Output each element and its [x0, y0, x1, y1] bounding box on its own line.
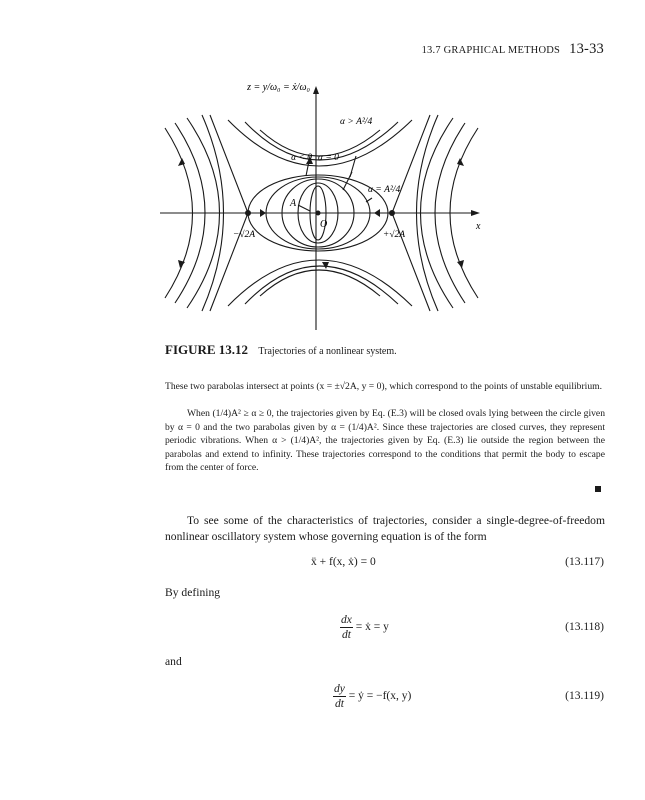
flow-arrow-icon — [260, 209, 266, 217]
origin-point-icon — [316, 211, 321, 216]
axis-label-x: x — [476, 221, 481, 232]
phase-plane-diagram — [160, 80, 490, 342]
flow-arrow-icon — [457, 158, 464, 166]
paragraph-trajectories: When (1/4)A² ≥ α ≥ 0, the trajectories given by Eq. (E.3) will be closed ovals lying between the circle given by α = 0 and the two parabolas given by α = (1/4)A². Since these trajectories are closed curves, they represent periodic vibrations. When α > (1/4)A², the trajectories given by Eq. (E.3) lie outside the region between the parabolas and extend to infinity. These trajectories correspond to the conditions that permit the body to escape from the center of force. — [165, 408, 605, 473]
section-title: 13.7 GRAPHICAL METHODS — [421, 45, 561, 56]
equation-rhs: = ẋ = y — [355, 621, 389, 634]
text-and: and — [165, 655, 182, 668]
z-axis-arrow-icon — [313, 86, 319, 94]
fraction-dx-dt — [340, 613, 353, 642]
fraction-numerator: dx — [341, 614, 352, 626]
label-A: A — [290, 198, 297, 209]
equation-number-13-119: (13.119) — [565, 690, 604, 702]
label-alpha-lt: α < 0 — [291, 153, 312, 163]
label-origin: O — [320, 219, 328, 230]
trajectory-bottom-2 — [228, 260, 412, 306]
label-alpha-eq: α = A²/4 — [368, 185, 401, 195]
figure-caption — [165, 342, 397, 358]
label-alpha-gt: α > A²/4 — [340, 117, 373, 127]
label-pos-root: +√2A — [382, 230, 406, 240]
leader-alpha-zero — [350, 156, 356, 177]
trajectory-bottom-3 — [260, 270, 380, 296]
equation-13-118 — [340, 613, 389, 642]
fraction-numerator: dy — [334, 683, 345, 695]
equation-number-13-118: (13.118) — [565, 621, 604, 633]
figure-number: FIGURE 13.12 — [165, 342, 249, 357]
equation-rhs: = ẏ = −f(x, y) — [348, 690, 412, 703]
flow-arrow-icon — [457, 260, 464, 268]
trajectory-bottom-1 — [245, 266, 398, 304]
end-of-example-mark — [595, 486, 601, 492]
leader-A — [298, 205, 310, 211]
paragraph-intersection: These two parabolas intersect at points (x = ±√2A, y = 0), which correspond to the points of unstable equilibrium. — [165, 381, 602, 392]
fraction-denominator: dt — [334, 698, 344, 710]
axis-label-z: z = y/ω₀ = ẋ/ω₀ — [247, 82, 310, 93]
equation-13-119 — [333, 682, 411, 711]
equation-13-117: ẍ + f(x, ẋ) = 0 — [311, 556, 376, 568]
figure-caption-text: Trajectories of a nonlinear system. — [258, 346, 397, 357]
unstable-point-right-icon — [389, 210, 395, 216]
fraction-dy-dt — [333, 682, 346, 711]
unstable-point-left-icon — [245, 210, 251, 216]
equation-number-13-117: (13.117) — [565, 556, 604, 568]
fraction-denominator: dt — [341, 629, 351, 641]
label-neg-root: −√2A — [232, 230, 256, 240]
phase-plane-figure — [160, 80, 490, 342]
page-number: 13-33 — [569, 41, 604, 57]
running-head — [330, 41, 604, 58]
flow-arrow-icon — [374, 209, 380, 217]
paragraph-characteristics: To see some of the characteristics of trajectories, consider a single-degree-of-freedom nonlinear oscillatory system whose governing equation is of the form — [165, 514, 605, 543]
label-alpha-zero: α = 0 — [318, 153, 339, 163]
text-by-defining: By defining — [165, 586, 221, 599]
x-axis-arrow-icon — [471, 210, 480, 216]
